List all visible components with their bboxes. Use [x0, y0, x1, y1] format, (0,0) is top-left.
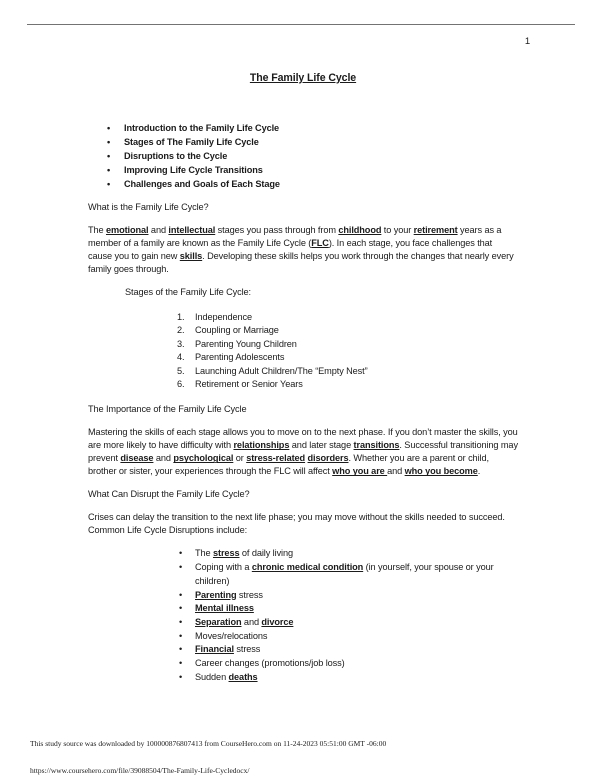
list-item: • Sudden deaths — [179, 671, 518, 685]
document-title: The Family Life Cycle — [249, 72, 357, 84]
section-heading-what-is: What is the Family Life Cycle? — [88, 202, 209, 212]
list-item: Parenting Young Children — [195, 338, 297, 349]
stages-label: Stages of the Family Life Cycle: — [125, 287, 251, 297]
list-item: • Mental illness — [179, 602, 518, 616]
list-item: • Separation and divorce — [179, 616, 518, 630]
list-item: • Career changes (promotions/job loss) — [179, 657, 518, 671]
list-item: • Disruptions to the Cycle — [107, 149, 518, 163]
list-item: • Introduction to the Family Life Cycle — [107, 121, 518, 135]
page-number: 1 — [524, 36, 530, 47]
list-item: • Parenting stress — [179, 589, 518, 603]
list-item: Retirement or Senior Years — [195, 379, 303, 390]
section-heading-disrupt: What Can Disrupt the Family Life Cycle? — [88, 489, 250, 500]
list-item: Parenting Adolescents — [195, 352, 285, 363]
overview-list — [88, 121, 518, 191]
list-item: Launching Adult Children/The “Empty Nest” — [195, 365, 368, 376]
stages-list — [88, 311, 518, 391]
source-url: https://www.coursehero.com/file/39088504/The-Family-Life-Cycledocx/ — [30, 766, 250, 775]
header-rule — [27, 24, 575, 25]
importance-paragraph: Mastering the skills of each stage allows you to move on to the next phase. If you don’t master the skills, you are more likely to have difficulty with relationships and later stage transitions. Successful transitioning may prevent disease and psychological or stress-related disorders. Whether you are a parent or child, brother or sister, your experiences through the FLC will affect who you are and who you become. — [88, 427, 518, 477]
list-item: • Coping with a chronic medical condition (in yourself, your spouse or your children) — [179, 561, 518, 588]
disrupt-paragraph: Crises can delay the transition to the next life phase; you may move without the skills needed to succeed. Common Life Cycle Disruptions include: — [88, 512, 505, 536]
section-heading-importance: The Importance of the Family Life Cycle — [88, 404, 247, 415]
list-item: Independence — [195, 312, 253, 322]
download-attribution: This study source was downloaded by 100000876807413 from CourseHero.com on 11-24-2023 05:51:00 GMT -06:00 — [30, 739, 387, 748]
document-content — [88, 66, 518, 684]
list-item: • Challenges and Goals of Each Stage — [107, 177, 518, 191]
list-item: • The stress of daily living — [179, 547, 518, 561]
intro-paragraph: The emotional and intellectual stages you pass through from childhood to your retirement years as a member of a family are known as the Family Life Cycle (FLC). In each stage, you face challenges that cause you to gain new skills. Developing these skills helps you work through the changes that nearly every family goes through. — [88, 225, 514, 274]
list-item: Coupling or Marriage — [195, 325, 279, 336]
list-item: • Moves/relocations — [179, 630, 518, 644]
list-item: • Financial stress — [179, 643, 518, 657]
list-item: • Stages of The Family Life Cycle — [107, 135, 518, 149]
list-item: • Improving Life Cycle Transitions — [107, 163, 518, 177]
disruptions-list — [88, 547, 518, 684]
